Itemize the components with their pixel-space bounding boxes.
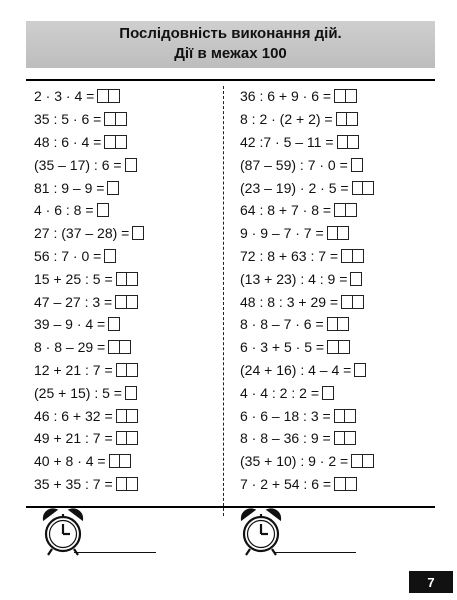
answer-digit-box[interactable]: [350, 272, 362, 286]
exercise-row: [240, 359, 374, 382]
exercise-expression: 9 · 9 – 7 · 7 =: [240, 225, 324, 242]
answer-boxes: [116, 272, 139, 286]
answer-digit-box[interactable]: [126, 295, 138, 309]
exercise-row: [240, 245, 374, 268]
answer-boxes: [116, 363, 139, 377]
exercise-expression: 4 · 4 : 2 : 2 =: [240, 384, 319, 401]
exercise-row: [240, 313, 374, 336]
exercise-row: [240, 290, 374, 313]
exercise-row: [34, 359, 144, 382]
answer-boxes: [125, 158, 137, 172]
answer-boxes: [132, 226, 144, 240]
answer-boxes: [108, 340, 131, 354]
exercise-row: [240, 427, 374, 450]
answer-boxes: [108, 317, 120, 331]
answer-digit-box[interactable]: [352, 249, 364, 263]
answer-boxes: [104, 135, 127, 149]
exercise-row: [34, 473, 144, 496]
answer-boxes: [334, 431, 357, 445]
answer-boxes: [334, 477, 357, 491]
exercise-expression: (35 – 17) : 6 =: [34, 156, 122, 173]
exercise-row: [240, 176, 374, 199]
answer-digit-box[interactable]: [126, 477, 138, 491]
answer-digit-box[interactable]: [126, 363, 138, 377]
answer-digit-box[interactable]: [344, 431, 356, 445]
exercise-expression: 8 · 8 – 7 · 6 =: [240, 316, 324, 333]
exercise-expression: 7 · 2 + 54 : 6 =: [240, 475, 332, 492]
exercise-expression: 39 – 9 · 4 =: [34, 316, 106, 333]
answer-digit-box[interactable]: [322, 386, 334, 400]
exercise-expression: 8 : 2 · (2 + 2) =: [240, 111, 333, 128]
answer-digit-box[interactable]: [119, 340, 131, 354]
exercise-row: [240, 153, 374, 176]
exercise-row: [240, 404, 374, 427]
answer-digit-box[interactable]: [351, 158, 363, 172]
answer-boxes: [350, 272, 362, 286]
exercise-expression: 35 + 35 : 7 =: [34, 475, 113, 492]
exercise-row: [34, 336, 144, 359]
exercise-expression: 2 · 3 · 4 =: [34, 88, 95, 105]
exercise-row: [34, 85, 144, 108]
exercise-row: [240, 473, 374, 496]
exercise-row: [240, 222, 374, 245]
time-answer-line[interactable]: [74, 552, 156, 553]
answer-digit-box[interactable]: [346, 112, 358, 126]
exercise-row: [240, 199, 374, 222]
exercise-expression: 56 : 7 · 0 =: [34, 247, 102, 264]
answer-digit-box[interactable]: [115, 135, 127, 149]
right-exercise-column: [240, 85, 374, 495]
answer-boxes: [97, 203, 109, 217]
exercise-expression: (13 + 23) : 4 : 9 =: [240, 270, 348, 287]
answer-boxes: [327, 226, 350, 240]
time-answer-line[interactable]: [274, 552, 356, 553]
answer-boxes: [327, 340, 350, 354]
answer-boxes: [327, 317, 350, 331]
answer-digit-box[interactable]: [104, 249, 116, 263]
answer-boxes: [337, 135, 360, 149]
exercise-row: [240, 450, 374, 473]
exercise-row: [240, 85, 374, 108]
answer-digit-box[interactable]: [345, 477, 357, 491]
answer-digit-box[interactable]: [125, 158, 137, 172]
exercise-expression: 48 : 8 : 3 + 29 =: [240, 293, 339, 310]
exercise-expression: 36 : 6 + 9 · 6 =: [240, 88, 332, 105]
exercise-expression: 8 · 8 – 29 =: [34, 339, 106, 356]
exercise-expression: 81 : 9 – 9 =: [34, 179, 105, 196]
exercise-expression: (87 – 59) : 7 · 0 =: [240, 156, 348, 173]
exercise-expression: 40 + 8 · 4 =: [34, 453, 106, 470]
answer-boxes: [116, 477, 139, 491]
alarm-clock-icon: [38, 506, 88, 558]
answer-digit-box[interactable]: [126, 272, 138, 286]
exercise-expression: 12 + 21 : 7 =: [34, 361, 113, 378]
answer-digit-box[interactable]: [337, 317, 349, 331]
answer-boxes: [334, 203, 357, 217]
exercise-expression: 48 : 6 · 4 =: [34, 133, 102, 150]
answer-boxes: [116, 409, 139, 423]
exercise-row: [34, 381, 144, 404]
answer-boxes: [125, 386, 137, 400]
answer-boxes: [351, 454, 374, 468]
answer-boxes: [336, 112, 359, 126]
column-divider: [223, 86, 224, 516]
answer-digit-box[interactable]: [352, 295, 364, 309]
answer-digit-box[interactable]: [354, 363, 366, 377]
exercise-expression: 15 + 25 : 5 =: [34, 270, 113, 287]
answer-boxes: [341, 295, 364, 309]
exercise-expression: 6 · 6 – 18 : 3 =: [240, 407, 331, 424]
answer-boxes: [341, 249, 364, 263]
answer-digit-box[interactable]: [362, 454, 374, 468]
exercise-row: [240, 381, 374, 404]
exercise-expression: 35 : 5 · 6 =: [34, 111, 102, 128]
answer-digit-box[interactable]: [347, 135, 359, 149]
exercise-row: [240, 131, 374, 154]
alarm-clock-icon: [236, 506, 286, 558]
answer-boxes: [104, 112, 127, 126]
exercise-expression: (24 + 16) : 4 – 4 =: [240, 361, 352, 378]
answer-boxes: [322, 386, 334, 400]
exercise-row: [34, 108, 144, 131]
exercise-row: [34, 267, 144, 290]
exercise-expression: 4 · 6 : 8 =: [34, 202, 94, 219]
answer-boxes: [334, 89, 357, 103]
answer-boxes: [116, 431, 139, 445]
answer-boxes: [109, 454, 132, 468]
exercise-row: [34, 222, 144, 245]
answer-digit-box[interactable]: [345, 203, 357, 217]
answer-boxes: [352, 181, 375, 195]
exercise-expression: 8 · 8 – 36 : 9 =: [240, 430, 331, 447]
title-line-1: Послідовність виконання дій.: [119, 25, 342, 42]
exercise-row: [34, 199, 144, 222]
answer-boxes: [115, 295, 138, 309]
exercise-row: [240, 267, 374, 290]
answer-boxes: [97, 89, 120, 103]
exercise-expression: 46 : 6 + 32 =: [34, 407, 113, 424]
answer-digit-box[interactable]: [132, 226, 144, 240]
exercise-row: [34, 245, 144, 268]
exercise-row: [240, 108, 374, 131]
title-banner: [26, 21, 435, 68]
answer-digit-box[interactable]: [337, 226, 349, 240]
exercise-row: [34, 290, 144, 313]
exercise-row: [34, 404, 144, 427]
answer-digit-box[interactable]: [107, 181, 119, 195]
answer-digit-box[interactable]: [108, 317, 120, 331]
title-line-2: Дії в межах 100: [174, 45, 287, 62]
answer-digit-box[interactable]: [345, 89, 357, 103]
answer-digit-box[interactable]: [344, 409, 356, 423]
answer-boxes: [104, 249, 116, 263]
answer-boxes: [107, 181, 119, 195]
answer-digit-box[interactable]: [119, 454, 131, 468]
left-exercise-column: [34, 85, 144, 495]
answer-boxes: [334, 409, 357, 423]
exercise-expression: 42 :7 · 5 – 11 =: [240, 133, 334, 150]
exercise-row: [34, 313, 144, 336]
answer-digit-box[interactable]: [126, 409, 138, 423]
exercise-row: [34, 450, 144, 473]
exercise-expression: (25 + 15) : 5 =: [34, 384, 122, 401]
exercise-row: [34, 176, 144, 199]
exercise-expression: 49 + 21 : 7 =: [34, 430, 113, 447]
exercise-row: [34, 131, 144, 154]
answer-digit-box[interactable]: [125, 386, 137, 400]
answer-digit-box[interactable]: [338, 340, 350, 354]
exercise-expression: 72 : 8 + 63 : 7 =: [240, 247, 339, 264]
answer-digit-box[interactable]: [126, 431, 138, 445]
answer-digit-box[interactable]: [108, 89, 120, 103]
answer-boxes: [351, 158, 363, 172]
page-number: 7: [409, 571, 453, 593]
answer-digit-box[interactable]: [362, 181, 374, 195]
exercise-expression: 64 : 8 + 7 · 8 =: [240, 202, 332, 219]
exercise-expression: 6 · 3 + 5 · 5 =: [240, 339, 325, 356]
exercise-expression: (23 – 19) · 2 · 5 =: [240, 179, 349, 196]
exercise-row: [34, 153, 144, 176]
answer-boxes: [354, 363, 366, 377]
answer-digit-box[interactable]: [97, 203, 109, 217]
exercise-expression: 47 – 27 : 3 =: [34, 293, 113, 310]
exercise-row: [34, 427, 144, 450]
exercise-expression: 27 : (37 – 28) =: [34, 225, 130, 242]
answer-digit-box[interactable]: [115, 112, 127, 126]
exercise-expression: (35 + 10) : 9 · 2 =: [240, 453, 349, 470]
exercise-row: [240, 336, 374, 359]
